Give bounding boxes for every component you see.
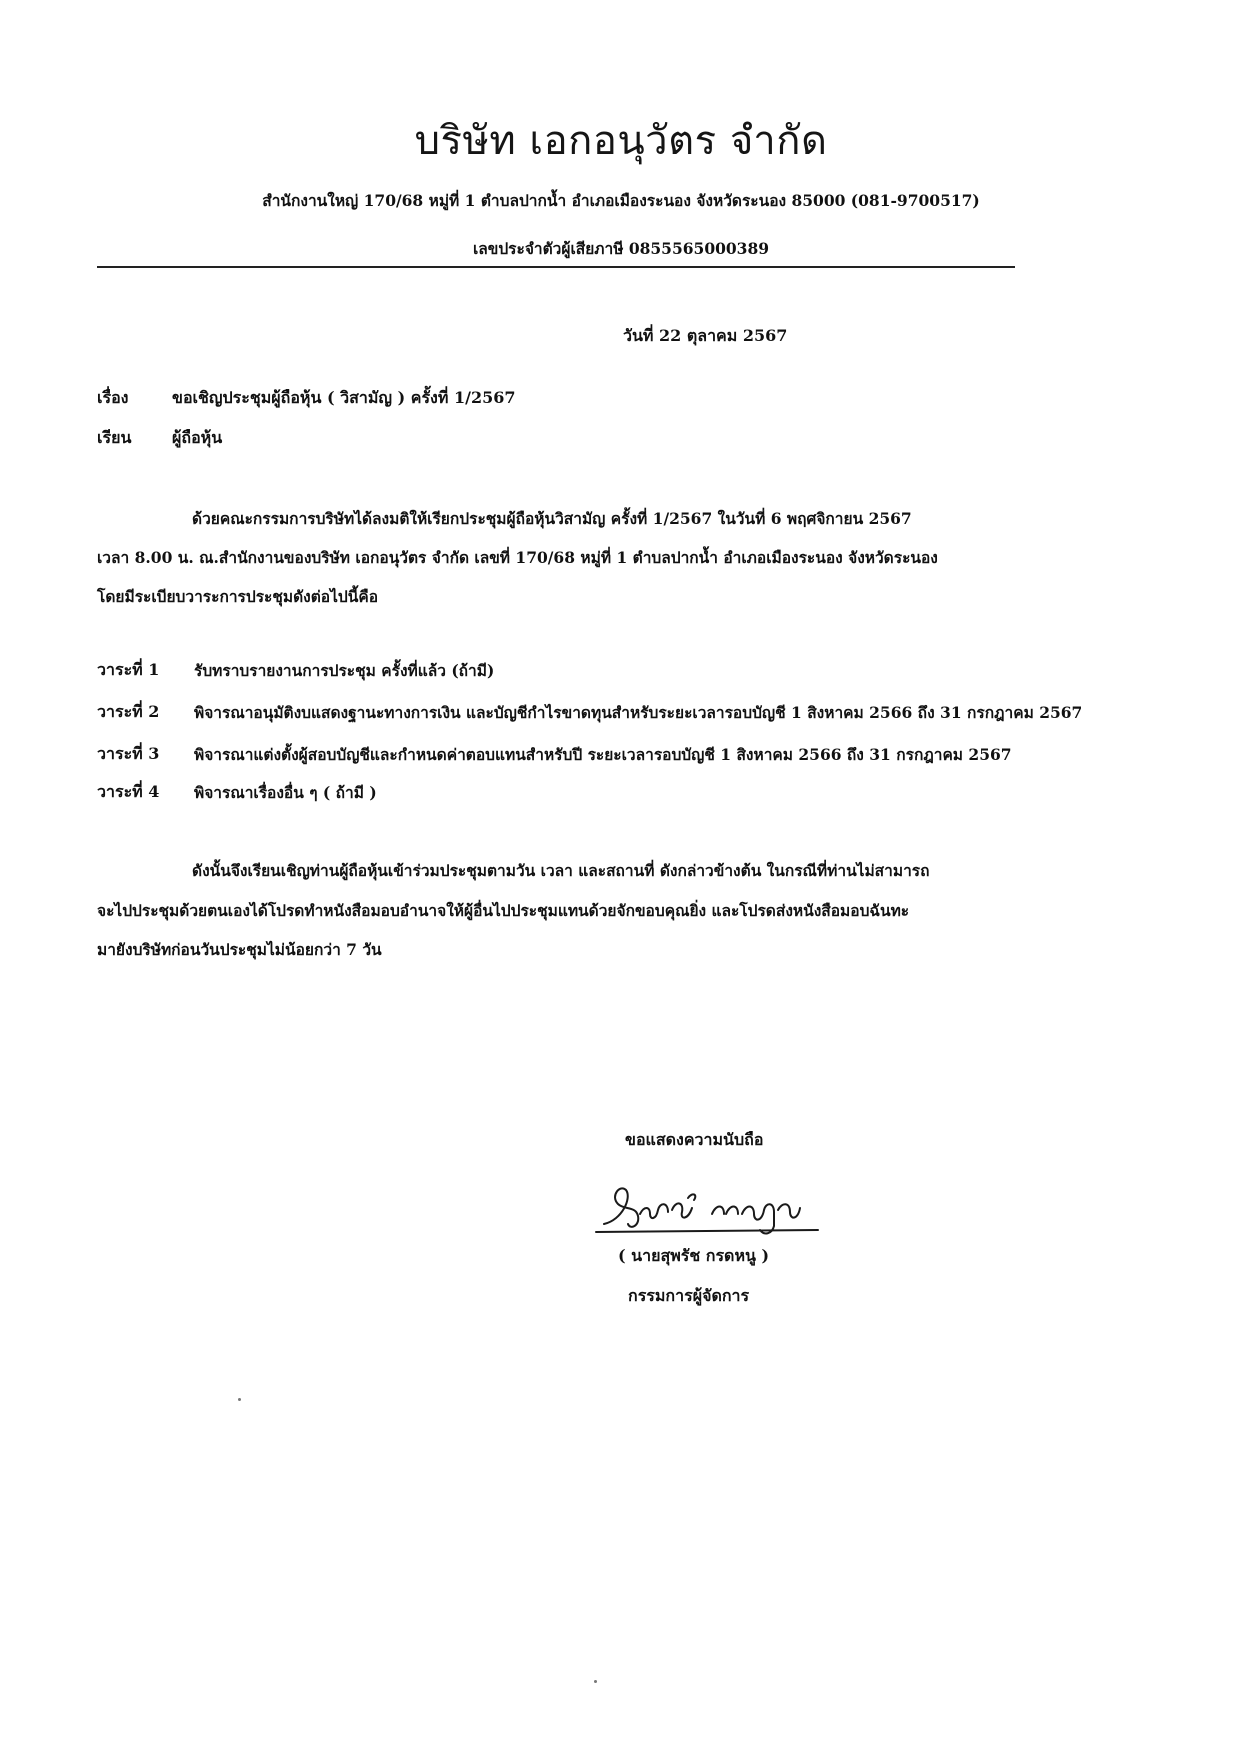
agenda-number: วาระที่ 4 (97, 782, 160, 801)
to-label: เรียน (97, 428, 132, 447)
scan-speck (238, 1398, 241, 1401)
company-name: บริษัท เอกอนุวัตร จำกัด (414, 118, 828, 164)
agenda-number: วาระที่ 3 (97, 744, 160, 763)
agenda-text: พิจารณาแต่งตั้งผู้สอบบัญชีและกำหนดค่าตอบแทนสำหรับปี ระยะเวลารอบบัญชี 1 สิงหาคม 2566 ถึง 31 กรกฎาคม 2567 (194, 745, 1012, 764)
body-line: มายังบริษัทก่อนวันประชุมไม่น้อยกว่า 7 วัน (97, 940, 382, 959)
agenda-number: วาระที่ 2 (97, 702, 160, 721)
header-divider (97, 266, 1015, 268)
agenda-text: รับทราบรายงานการประชุม ครั้งที่แล้ว (ถ้ามี) (194, 661, 495, 680)
agenda-text: พิจารณาอนุมัติงบแสดงฐานะทางการเงิน และบัญชีกำไรขาดทุนสำหรับระยะเวลารอบบัญชี 1 สิงหาคม 2566 ถึง 31 กรกฎาคม 2567 (194, 703, 1083, 722)
signer-title: กรรมการผู้จัดการ (628, 1286, 750, 1305)
scan-speck (594, 1680, 597, 1683)
company-address: สำนักงานใหญ่ 170/68 หมู่ที่ 1 ตำบลปากน้ำ อำเภอเมืองระนอง จังหวัดระนอง 85000 (081-9700517) (262, 191, 980, 210)
intro-line: โดยมีระเบียบวาระการประชุมดังต่อไปนี้คือ (97, 587, 379, 606)
signer-name: ( นายสุพรัช กรดหนู ) (618, 1246, 770, 1265)
agenda-text: พิจารณาเรื่องอื่น ๆ ( ถ้ามี ) (194, 783, 377, 802)
subject-value: ขอเชิญประชุมผู้ถือหุ้น ( วิสามัญ ) ครั้งที่ 1/2567 (172, 388, 516, 407)
body-line: จะไปประชุมด้วยตนเองได้โปรดทำหนังสือมอบอำนาจให้ผู้อื่นไปประชุมแทนด้วยจักขอบคุณยิ่ง และโปรดส่งหนังสือมอบฉันทะ (97, 901, 910, 920)
intro-line: เวลา 8.00 น. ณ.สำนักงานของบริษัท เอกอนุวัตร จำกัด เลขที่ 170/68 หมู่ที่ 1 ตำบลปากน้ำ อำเภอเมืองระนอง จังหวัดระนอง (97, 548, 938, 567)
subject-label: เรื่อง (97, 388, 129, 407)
agenda-number: วาระที่ 1 (97, 660, 160, 679)
intro-line: ด้วยคณะกรรมการบริษัทได้ลงมติให้เรียกประชุมผู้ถือหุ้นวิสามัญ ครั้งที่ 1/2567 ในวันที่ 6 พฤศจิกายน 2567 (192, 509, 912, 528)
letter-date: วันที่ 22 ตุลาคม 2567 (623, 326, 788, 345)
body-line: ดังนั้นจึงเรียนเชิญท่านผู้ถือหุ้นเข้าร่วมประชุมตามวัน เวลา และสถานที่ ดังกล่าวข้างต้น ในกรณีที่ท่านไม่สามารถ (192, 861, 930, 880)
tax-id: เลขประจำตัวผู้เสียภาษี 0855565000389 (472, 239, 770, 258)
to-value: ผู้ถือหุ้น (172, 428, 223, 447)
closing-phrase: ขอแสดงความนับถือ (625, 1130, 764, 1149)
handwritten-signature (592, 1180, 822, 1240)
